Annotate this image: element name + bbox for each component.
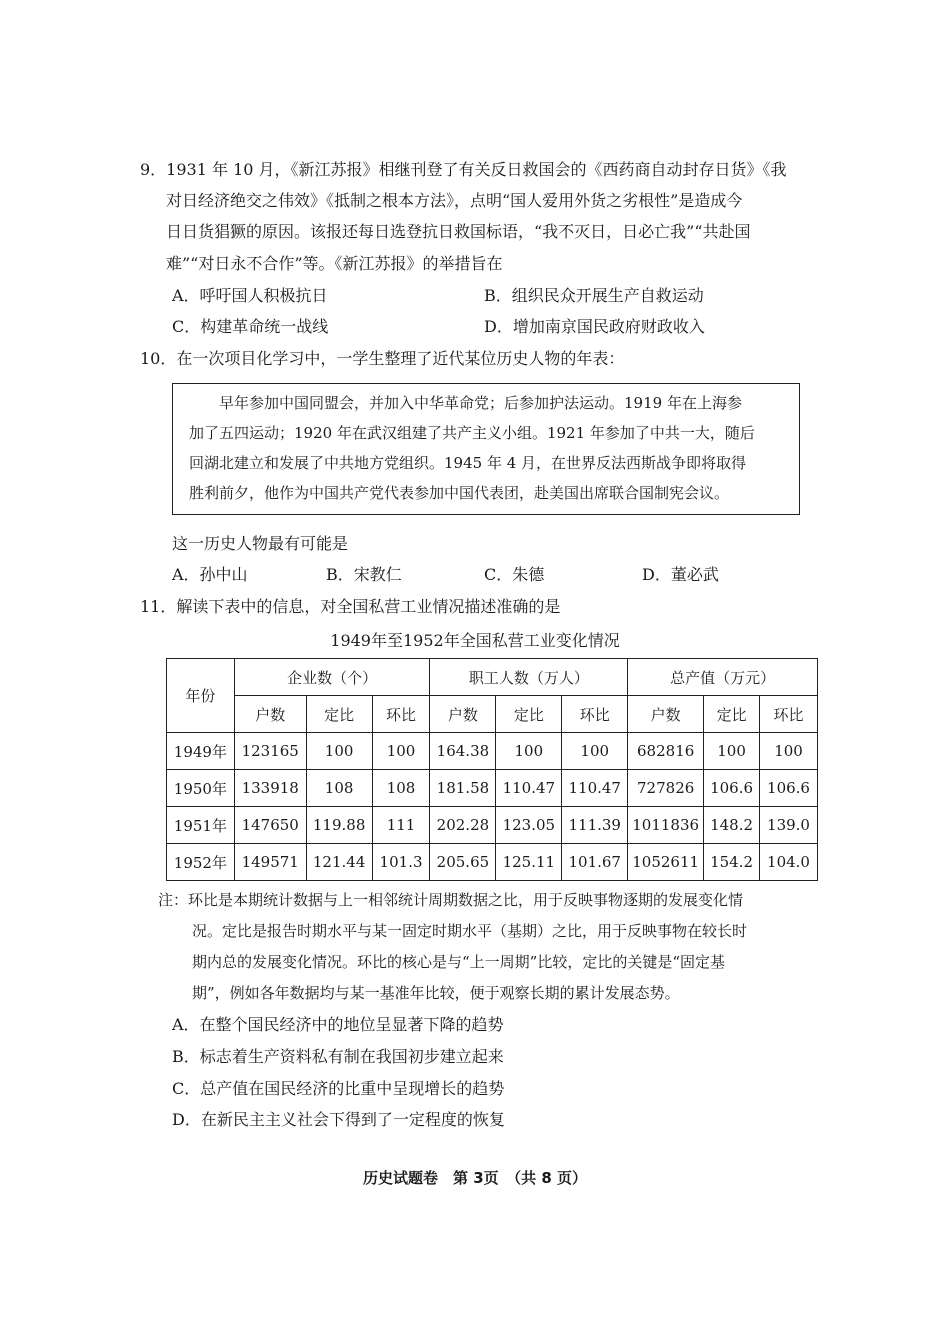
table-cell: 1950年 (167, 770, 235, 807)
table-title: 1949年至1952年全国私营工业变化情况 (330, 631, 620, 650)
q10-box-line-1: 早年参加中国同盟会，并加入中华革命党；后参加护法运动。1919 年在上海参 (219, 394, 742, 412)
q10-option-c: C．朱德 (484, 565, 545, 584)
subheader-cell: 户数 (430, 696, 496, 733)
table-cell: 164.38 (430, 733, 496, 770)
q9-option-c: C．构建革命统一战线 (172, 317, 329, 336)
q11-option-d: D．在新民主主义社会下得到了一定程度的恢复 (172, 1110, 505, 1129)
table-cell: 108 (306, 770, 372, 807)
subheader-cell: 环比 (760, 696, 818, 733)
table-cell: 205.65 (430, 844, 496, 881)
subheader-cell: 定比 (704, 696, 760, 733)
q9-option-b: B．组织民众开展生产自救运动 (484, 286, 704, 305)
table-cell: 123165 (234, 733, 306, 770)
table-cell: 111.39 (562, 807, 628, 844)
table-cell: 727826 (628, 770, 704, 807)
table-cell: 100 (760, 733, 818, 770)
table-cell: 1052611 (628, 844, 704, 881)
q11-stem: 11．解读下表中的信息，对全国私营工业情况描述准确的是 (140, 597, 561, 616)
subheader-cell: 户数 (628, 696, 704, 733)
q11-note-line-1: 注：环比是本期统计数据与上一相邻统计周期数据之比，用于反映事物逐期的发展变化情 (158, 891, 744, 909)
q9-stem-line-4: 难”“对日永不合作”等。《新江苏报》的举措旨在 (166, 254, 503, 273)
table-cell: 147650 (234, 807, 306, 844)
q10-option-b: B．宋教仁 (326, 565, 402, 584)
table-cell: 154.2 (704, 844, 760, 881)
header-workers: 职工人数（万人） (430, 659, 628, 696)
header-output: 总产值（万元） (628, 659, 818, 696)
table-cell: 100 (496, 733, 562, 770)
table-cell: 104.0 (760, 844, 818, 881)
q11-note-line-4: 期”，例如各年数据均与某一基准年比较，便于观察长期的累计发展态势。 (192, 984, 680, 1002)
subheader-cell: 环比 (372, 696, 430, 733)
table-row (167, 733, 818, 770)
header-enterprises: 企业数（个） (234, 659, 430, 696)
table-cell: 682816 (628, 733, 704, 770)
table-cell: 108 (372, 770, 430, 807)
table-cell: 139.0 (760, 807, 818, 844)
q11-note-line-2: 况。定比是报告时期水平与某一固定时期水平（基期）之比，用于反映事物在较长时 (192, 922, 748, 940)
table-cell: 101.3 (372, 844, 430, 881)
table-cell: 1949年 (167, 733, 235, 770)
table-cell: 202.28 (430, 807, 496, 844)
table-cell: 106.6 (760, 770, 818, 807)
q9-option-d: D．增加南京国民政府财政收入 (484, 317, 705, 336)
table-row (167, 770, 818, 807)
subheader-cell: 定比 (306, 696, 372, 733)
subheader-cell: 户数 (234, 696, 306, 733)
table-cell: 106.6 (704, 770, 760, 807)
table-cell: 1951年 (167, 807, 235, 844)
table-subheader-row (167, 696, 818, 733)
q11-note-line-3: 期内总的发展变化情况。环比的核心是与“上一周期”比较，定比的关键是“固定基 (192, 953, 726, 971)
table-cell: 123.05 (496, 807, 562, 844)
q10-stem: 10．在一次项目化学习中，一学生整理了近代某位历史人物的年表： (140, 349, 625, 368)
table-cell: 125.11 (496, 844, 562, 881)
table-cell: 133918 (234, 770, 306, 807)
table-cell: 100 (306, 733, 372, 770)
q9-stem-line-1: 9．1931 年 10 月，《新江苏报》相继刊登了有关反日救国会的《西药商自动封存日货》《我 (140, 160, 787, 179)
table-header-row (167, 659, 818, 696)
q9-stem-line-3: 日日货猖獗的原因。该报还每日选登抗日救国标语，“我不灭日，日必亡我”“共赴国 (166, 222, 751, 241)
subheader-cell: 环比 (562, 696, 628, 733)
table-cell: 1011836 (628, 807, 704, 844)
header-year: 年份 (167, 659, 235, 733)
table-cell: 119.88 (306, 807, 372, 844)
table-row (167, 844, 818, 881)
table-cell: 101.67 (562, 844, 628, 881)
table-row (167, 807, 818, 844)
q10-box-line-4: 胜利前夕，他作为中国共产党代表参加中国代表团，赴美国出席联合国制宪会议。 (189, 484, 730, 502)
table-cell: 110.47 (562, 770, 628, 807)
subheader-cell: 定比 (496, 696, 562, 733)
table-cell: 110.47 (496, 770, 562, 807)
q10-box-line-3: 回湖北建立和发展了中共地方党组织。1945 年 4 月，在世界反法西斯战争即将取得 (189, 454, 747, 472)
q9-option-a: A．呼吁国人积极抗日 (172, 286, 328, 305)
q10-timeline-box (172, 383, 800, 515)
table-cell: 100 (704, 733, 760, 770)
table-cell: 111 (372, 807, 430, 844)
q10-box-line-2: 加了五四运动；1920 年在武汉组建了共产主义小组。1921 年参加了中共一大，随后 (189, 424, 755, 442)
table-cell: 100 (562, 733, 628, 770)
page-footer: 历史试题卷 第 3页 （共 8 页） (362, 1169, 588, 1187)
table-cell: 121.44 (306, 844, 372, 881)
q10-option-a: A．孙中山 (172, 565, 248, 584)
q11-option-b: B．标志着生产资料私有制在我国初步建立起来 (172, 1047, 504, 1066)
private-industry-table (166, 658, 818, 881)
table-cell: 1952年 (167, 844, 235, 881)
q11-option-c: C．总产值在国民经济的比重中呈现增长的趋势 (172, 1079, 505, 1098)
q9-stem-line-2: 对日经济绝交之伟效》《抵制之根本方法》，点明“国人爱用外货之劣根性”是造成今 (166, 191, 743, 210)
table-cell: 181.58 (430, 770, 496, 807)
q10-question: 这一历史人物最有可能是 (172, 534, 349, 553)
table-cell: 148.2 (704, 807, 760, 844)
table-cell: 149571 (234, 844, 306, 881)
q10-option-d: D．董必武 (642, 565, 719, 584)
table-cell: 100 (372, 733, 430, 770)
q11-option-a: A．在整个国民经济中的地位呈显著下降的趋势 (172, 1015, 504, 1034)
